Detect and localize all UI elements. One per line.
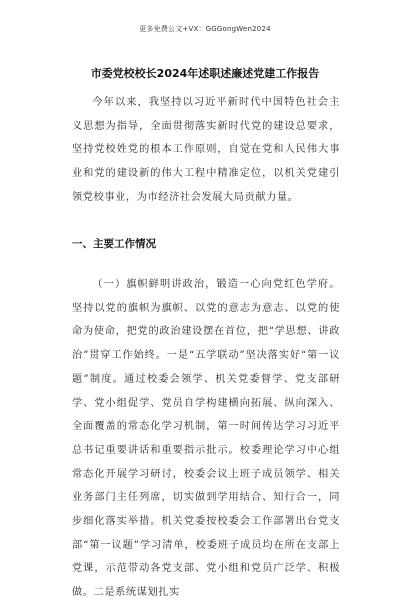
document-title: 市委党校校长2024年述职述廉述党建工作报告 [90, 67, 320, 80]
section-heading: 一、主要工作情况 [72, 238, 156, 250]
intro-paragraph: 今年以来，我坚持以习近平新时代中国特色社会主义思想为指导，全面贯彻落实新时代党的建设总要求，坚持党校姓党的根本工作原则，自觉在党和人民伟大事业和党的建设新的伟大工程中精准定位，以机关党建引领党校事业，为市经济社会发展大局贡献力量。 [72, 97, 340, 203]
section-paragraph: （一）旗帜鲜明讲政治，锻造一心向党红色学府。坚持以党的旗帜为旗帜、以党的意志为意志、以党的使命为使命，把党的政治建设摆在首位，把“学思想、讲政治”贯穿工作始终。一是“五学联动”坚决落实好“第一议题”制度。通过校委会领学、机关党委督学、党支部研学、党小组促学、党员自学构建横向拓展、纵向深入、全面覆盖的常态化学习机制，第一时间传达学习习近平总书记重要讲话和重要指示批示。校委理论学习中心组常态化开展学习研讨，校委会议上班子成员领学、相关业务部门主任列席，切实做到学用结合、知行合一，同步细化落实举措。机关党委按校委会工作部署出台党支部“第一议题”学习清单，校委班子成员均在所在支部上党课，示范带动各党支部、党小组和党员广泛学、积极做。二是系统谋划扎实 [72, 279, 340, 599]
header-note: 更多免费公文+VX：GGGongWen2024 [139, 25, 271, 33]
